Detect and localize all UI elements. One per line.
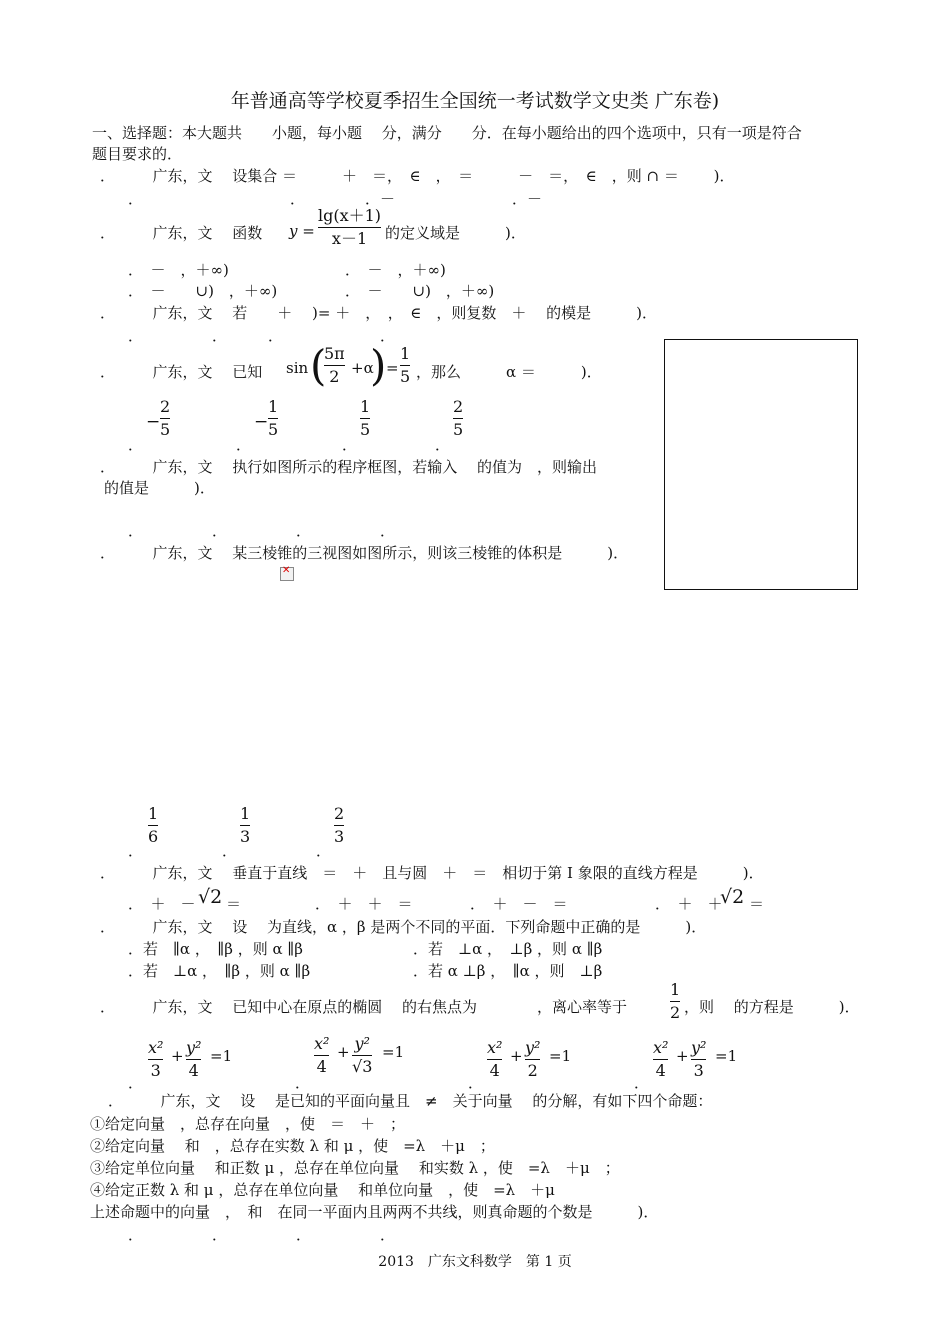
q4-option-b-fraction <box>268 399 278 438</box>
q2-fraction-numerator: lg(x＋1) <box>318 206 382 225</box>
fraction-bar <box>148 1059 163 1060</box>
q9-option-a-x <box>148 1040 163 1079</box>
q9-eccentricity-denominator: 2 <box>670 1003 681 1022</box>
q9-option-c-y-den: 2 <box>527 1061 538 1080</box>
q10-stem: ． 广东，文 设 是已知的平面向量且 ≠ 关于向量 的分解，有如下四个命题： <box>108 1092 713 1110</box>
q4-option-d-fraction <box>453 399 463 438</box>
q9-option-c-x-num: x² <box>487 1038 503 1057</box>
q4-option-a-fraction <box>160 399 170 438</box>
q4-stem-prefix: ． 广东，文 已知 <box>100 363 263 381</box>
q2-function-y: y = <box>289 222 315 240</box>
q4-rhs-denominator: 5 <box>400 367 411 386</box>
q6-option-a-denominator: 6 <box>148 827 159 846</box>
q7-option-d-root: √2 <box>720 886 745 908</box>
q4-inner-numerator: 5π <box>324 344 345 363</box>
fraction-bar <box>334 825 344 826</box>
q9-option-c-dot: ． <box>468 1074 484 1092</box>
fraction-bar <box>186 1059 201 1060</box>
q3-option-b: ． <box>212 327 228 345</box>
q9-option-c-y-num: y² <box>525 1038 541 1057</box>
q8-option-c: ．若 ⊥α ， ∥β ，则 α ∥β <box>128 962 311 980</box>
q4-option-c-denominator: 5 <box>360 420 371 439</box>
fraction-bar <box>653 1059 668 1060</box>
q4-option-b-sign: − <box>254 412 269 432</box>
q9-eccentricity-numerator: 1 <box>670 980 681 999</box>
q9-option-a-plus: + <box>171 1047 184 1065</box>
q10-item-2: ②给定向量 和 ，总存在实数 λ 和 μ ，使 =λ ＋μ ； <box>90 1137 495 1155</box>
q6-option-a-dot: ． <box>128 842 144 860</box>
q7-option-a-root: √2 <box>198 886 223 908</box>
q2-option-a: ． － ，＋∞) <box>128 261 229 279</box>
q9-option-b-x <box>314 1036 329 1075</box>
q9-option-a-x-num: x² <box>148 1038 164 1057</box>
q9-option-c-rhs: =1 <box>549 1047 572 1065</box>
q4-option-d-dot: ． <box>435 436 451 454</box>
q7-option-c: ． ＋ － ＝ <box>470 895 568 913</box>
q7-option-b: ． ＋ ＋ ＝ <box>315 895 413 913</box>
broken-image-icon <box>280 567 294 581</box>
q9-option-c-x-den: 4 <box>489 1061 500 1080</box>
fraction-bar <box>148 825 158 826</box>
q9-option-a-x-den: 3 <box>150 1061 161 1080</box>
fraction-bar <box>525 1059 540 1060</box>
q1-option-c: ．－ <box>365 190 396 208</box>
q2-option-c: ． － ∪) ，＋∞) <box>128 282 278 300</box>
q4-option-b-numerator: 1 <box>268 397 279 416</box>
q4-option-d-denominator: 5 <box>453 420 464 439</box>
q4-option-a-denominator: 5 <box>160 420 171 439</box>
q9-option-b-plus: + <box>337 1043 350 1061</box>
q9-option-b-x-den: 4 <box>316 1057 327 1076</box>
q6-option-c-denominator: 3 <box>334 827 345 846</box>
q4-option-b-dot: ． <box>236 436 252 454</box>
q8-option-d: ．若 α ⊥β ， ∥α ，则 ⊥β <box>413 962 603 980</box>
q2-option-b: ． － ，＋∞) <box>345 261 446 279</box>
q7-option-d-tail: ＝ <box>749 895 765 913</box>
q2-fraction-denominator: x－1 <box>331 229 368 248</box>
q4-stem-suffix: ，那么 α ＝ )． <box>416 363 602 381</box>
q10-tail: 上述命题中的向量 ， 和 在同一平面内且两两不共线，则真命题的个数是 )． <box>90 1203 659 1221</box>
q9-option-a-dot: ． <box>128 1074 144 1092</box>
q9-option-d-y <box>691 1040 706 1079</box>
q4-left-paren: ( <box>310 341 327 390</box>
q4-option-d-numerator: 2 <box>453 397 464 416</box>
q9-option-c-plus: + <box>510 1047 523 1065</box>
q6-option-b-numerator: 1 <box>240 804 251 823</box>
q4-option-c-numerator: 1 <box>360 397 371 416</box>
q9-stem-prefix: ． 广东，文 已知中心在原点的椭圆 的右焦点为 ，离心率等于 <box>100 998 628 1016</box>
q4-option-c-dot: ． <box>342 436 358 454</box>
q2-option-d: ． － ∪) ，＋∞) <box>345 282 495 300</box>
q8-stem: ． 广东，文 设 为直线，α ，β 是两个不同的平面．下列命题中正确的是 )． <box>100 918 707 936</box>
q9-option-d-y-den: 3 <box>693 1061 704 1080</box>
fraction-bar <box>670 1001 680 1002</box>
q4-inner-tail: +α <box>351 359 374 377</box>
q9-option-d-x-den: 4 <box>655 1061 666 1080</box>
q5-option-b: ． <box>212 522 228 540</box>
q5-option-c: ． <box>296 522 312 540</box>
q1-stem: ． 广东，文 设集合 ＝ ＋ ＝， ∈ ， ＝ － ＝， ∈ ，则 ∩ ＝ )． <box>100 167 735 185</box>
q4-option-a-dot: ． <box>128 436 144 454</box>
section-intro-line1: 一、选择题：本大题共 小题，每小题 分，满分 分．在每小题给出的四个选项中，只有一项是符合 <box>92 124 802 142</box>
q10-option-d: ． <box>380 1226 396 1244</box>
section-intro-line2: 题目要求的． <box>92 145 183 163</box>
q7-option-a-tail: ＝ <box>226 895 242 913</box>
q6-stem: ． 广东，文 某三棱锥的三视图如图所示，则该三棱锥的体积是 )． <box>100 544 629 562</box>
fraction-bar <box>691 1059 706 1060</box>
q9-option-b-y-den: √3 <box>352 1057 373 1076</box>
q10-item-1: ①给定向量 ，总存在向量 ，使 ＝ ＋ ； <box>90 1115 406 1133</box>
q10-item-4: ④给定正数 λ 和 μ ，总存在单位向量 和单位向量 ，使 =λ ＋μ <box>90 1181 555 1199</box>
q9-option-a-y-den: 4 <box>188 1061 199 1080</box>
q7-stem: ． 广东，文 垂直于直线 ＝ ＋ 且与圆 ＋ ＝ 相切于第 I 象限的直线方程是 )． <box>100 864 764 882</box>
q3-stem: ． 广东，文 若 ＋ )= ＋ ， ， ∈ ，则复数 ＋ 的模是 )． <box>100 304 657 322</box>
q9-option-d-x-num: x² <box>653 1038 669 1057</box>
q5-stem-line1: ． 广东，文 执行如图所示的程序框图，若输入 的值为 ，则输出 <box>100 458 598 476</box>
q9-option-a-rhs: =1 <box>210 1047 233 1065</box>
q9-stem-suffix: ，则 的方程是 )． <box>684 998 860 1016</box>
fraction-bar <box>318 227 381 228</box>
q6-option-b-fraction <box>240 806 250 845</box>
q6-option-c-dot: ． <box>316 842 332 860</box>
q6-option-b-dot: ． <box>222 842 238 860</box>
q7-option-a: ． ＋ － <box>128 895 196 913</box>
q4-inner-denominator: 2 <box>329 367 340 386</box>
q9-option-a-y-num: y² <box>186 1038 202 1057</box>
q9-option-d-y-num: y² <box>691 1038 707 1057</box>
q9-eccentricity-fraction <box>670 982 680 1021</box>
q9-option-b-rhs: =1 <box>382 1043 405 1061</box>
fraction-bar <box>268 418 278 419</box>
q8-option-a: ．若 ∥α ， ∥β ，则 α ∥β <box>128 940 303 958</box>
q2-fraction <box>318 208 381 247</box>
q4-option-a-sign: − <box>146 412 161 432</box>
q4-rhs-numerator: 1 <box>400 344 411 363</box>
q9-option-a-y <box>186 1040 201 1079</box>
q1-option-d: ．－ <box>512 190 543 208</box>
q6-option-c-fraction <box>334 806 344 845</box>
q9-option-b-x-num: x² <box>314 1034 330 1053</box>
q2-stem-suffix: 的定义域是 )． <box>385 224 526 242</box>
q9-option-b-y-num: y² <box>354 1034 370 1053</box>
q9-option-b-y <box>352 1036 372 1075</box>
fraction-bar <box>314 1055 329 1056</box>
q9-option-d-rhs: =1 <box>715 1047 738 1065</box>
fraction-bar <box>160 418 170 419</box>
fraction-bar <box>453 418 463 419</box>
q5-stem-line2: 的值是 )． <box>104 479 215 497</box>
fraction-bar <box>400 365 410 366</box>
q4-equals: = <box>386 359 399 377</box>
q4-option-a-numerator: 2 <box>160 397 171 416</box>
q5-option-a: ． <box>128 522 144 540</box>
q9-option-b-dot: ． <box>295 1074 311 1092</box>
q4-right-paren: ) <box>370 341 387 390</box>
q5-option-d: ． <box>380 522 396 540</box>
q6-option-a-numerator: 1 <box>148 804 159 823</box>
q9-option-d-plus: + <box>676 1047 689 1065</box>
q3-option-d: ． <box>380 327 396 345</box>
q10-option-b: ． <box>212 1226 228 1244</box>
page-title: 年普通高等学校夏季招生全国统一考试数学文史类 广东卷) <box>230 90 720 112</box>
q9-option-d-dot: ． <box>634 1074 650 1092</box>
q4-rhs-fraction <box>400 346 410 385</box>
q4-option-b-denominator: 5 <box>268 420 279 439</box>
fraction-bar <box>487 1059 502 1060</box>
q9-option-c-x <box>487 1040 502 1079</box>
page-footer: 2013 广东文科数学 第 1 页 <box>378 1254 572 1270</box>
q10-option-a: ． <box>128 1226 144 1244</box>
q9-option-c-y <box>525 1040 540 1079</box>
q3-option-c: ． <box>268 327 284 345</box>
q3-option-a: ． <box>128 327 144 345</box>
q6-option-c-numerator: 2 <box>334 804 345 823</box>
q10-item-3: ③给定单位向量 和正数 μ ，总存在单位向量 和实数 λ ，使 =λ ＋μ ； <box>90 1159 620 1177</box>
q2-stem-prefix: ． 广东，文 函数 <box>100 224 263 242</box>
q10-option-c: ． <box>296 1226 312 1244</box>
fraction-bar <box>360 418 370 419</box>
q7-option-d: ． ＋ ＋ <box>655 895 723 913</box>
q9-option-d-x <box>653 1040 668 1079</box>
flowchart-frame <box>664 339 858 590</box>
q4-option-c-fraction <box>360 399 370 438</box>
q4-inner-fraction <box>324 346 345 385</box>
fraction-bar <box>324 365 345 366</box>
q1-option-a: ． <box>128 190 144 208</box>
fraction-bar <box>240 825 250 826</box>
q1-option-b: ． <box>290 190 306 208</box>
q8-option-b: ．若 ⊥α ， ⊥β ，则 α ∥β <box>413 940 603 958</box>
fraction-bar <box>352 1055 372 1056</box>
q6-option-b-denominator: 3 <box>240 827 251 846</box>
q6-option-a-fraction <box>148 806 158 845</box>
q4-sin: sin <box>286 359 309 377</box>
